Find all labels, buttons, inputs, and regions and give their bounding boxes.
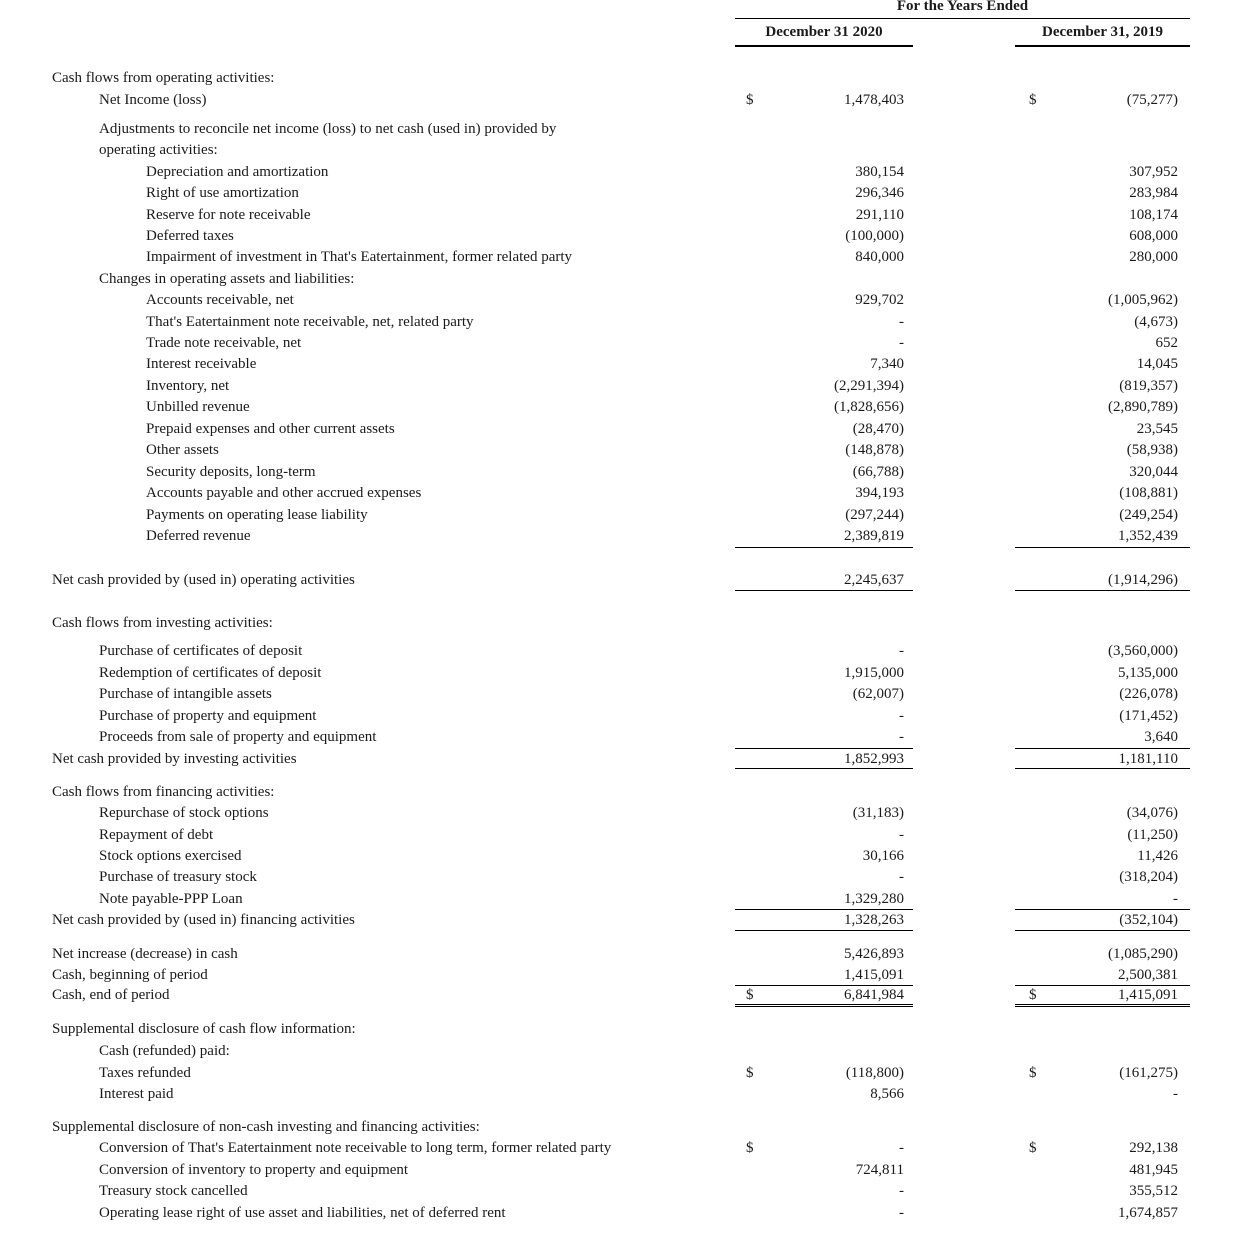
row-label: Cash flows from investing activities: [52, 615, 273, 631]
currency-symbol-2019: $ [1029, 1065, 1037, 1081]
value-2019: 307,952 [1129, 164, 1178, 180]
statement-row [0, 205, 1236, 225]
value-2019: 14,045 [1136, 356, 1178, 372]
value-2020: 8,566 [870, 1086, 904, 1102]
row-label: Conversion of inventory to property and equipment [99, 1162, 409, 1178]
statement-row [0, 1160, 1236, 1180]
currency-symbol-2019: $ [1029, 1140, 1037, 1156]
row-label: Prepaid expenses and other current assets [146, 421, 395, 437]
total-rule [1015, 930, 1190, 931]
row-label: Supplemental disclosure of cash flow information: [52, 1021, 356, 1037]
value-2019: 2,500,381 [1118, 967, 1178, 983]
value-2020: 929,702 [855, 292, 904, 308]
currency-symbol-2019: $ [1029, 92, 1037, 108]
value-2020: 6,841,984 [844, 987, 904, 1003]
currency-symbol-2019: $ [1029, 987, 1037, 1003]
currency-symbol-2020: $ [746, 92, 754, 108]
statement-row [0, 1084, 1236, 1104]
period-rule [735, 18, 1190, 19]
value-2020: - [899, 1183, 904, 1199]
row-label: Net increase (decrease) in cash [52, 946, 238, 962]
row-label: Deferred taxes [146, 228, 234, 244]
row-label: Cash flows from operating activities: [52, 70, 275, 86]
statement-row [0, 119, 1236, 139]
row-label: Taxes refunded [99, 1065, 191, 1081]
value-2020: - [899, 708, 904, 724]
row-label: Inventory, net [146, 378, 230, 394]
statement-row [0, 684, 1236, 704]
value-2020: - [899, 1205, 904, 1221]
value-2019: (1,005,962) [1108, 292, 1178, 308]
value-2020: - [899, 314, 904, 330]
value-2020: (66,788) [852, 464, 904, 480]
row-label: Net cash provided by (used in) operating activities [52, 572, 355, 588]
value-2020: 1,852,993 [844, 751, 904, 767]
row-label: Deferred revenue [146, 528, 251, 544]
column-heading-2019: December 31, 2019 [1042, 24, 1163, 40]
subtotal-rule [1015, 909, 1190, 910]
value-2019: (4,673) [1134, 314, 1178, 330]
total-rule [1015, 768, 1190, 769]
statement-row [0, 867, 1236, 887]
statement-row [0, 1117, 1236, 1137]
value-2019: 320,044 [1129, 464, 1178, 480]
statement-row [0, 889, 1236, 909]
statement-row [0, 782, 1236, 802]
value-2019: 1,674,857 [1118, 1205, 1178, 1221]
statement-row [0, 749, 1236, 769]
value-2019: 1,352,439 [1118, 528, 1178, 544]
column-rule-2019 [1015, 45, 1190, 47]
value-2020: - [899, 869, 904, 885]
statement-row [0, 397, 1236, 417]
grand-total-double-rule [1015, 1004, 1190, 1007]
row-label: That's Eatertainment note receivable, net, related party [146, 314, 474, 330]
statement-row [0, 910, 1236, 930]
statement-row [0, 727, 1236, 747]
value-2019: (249,254) [1119, 507, 1178, 523]
total-rule [735, 930, 913, 931]
value-2019: 608,000 [1129, 228, 1178, 244]
value-2020: (31,183) [852, 805, 904, 821]
value-2020: (100,000) [845, 228, 904, 244]
statement-row [0, 985, 1236, 1005]
row-label: Note payable-PPP Loan [99, 891, 243, 907]
statement-row [0, 663, 1236, 683]
statement-row [0, 1041, 1236, 1061]
value-2019: 355,512 [1129, 1183, 1178, 1199]
row-label: Repayment of debt [99, 827, 214, 843]
statement-row [0, 803, 1236, 823]
subtotal-rule [735, 909, 913, 910]
statement-row [0, 1138, 1236, 1158]
statement-row [0, 483, 1236, 503]
row-label: Purchase of certificates of deposit [99, 643, 303, 659]
value-2019: (2,890,789) [1108, 399, 1178, 415]
row-label: Right of use amortization [146, 185, 299, 201]
row-label: Cash, end of period [52, 987, 170, 1003]
row-label: Adjustments to reconcile net income (loss) to net cash (used in) provided by [99, 121, 557, 137]
statement-row [0, 641, 1236, 661]
value-2019: 5,135,000 [1118, 665, 1178, 681]
grand-total-double-rule [735, 1004, 913, 1007]
statement-row [0, 419, 1236, 439]
statement-row [0, 183, 1236, 203]
row-label: Unbilled revenue [146, 399, 250, 415]
statement-row [0, 1063, 1236, 1083]
statement-row [0, 312, 1236, 332]
value-2019: 23,545 [1136, 421, 1178, 437]
value-2019: 3,640 [1144, 729, 1178, 745]
row-label: Net cash provided by investing activities [52, 751, 297, 767]
value-2020: 724,811 [855, 1162, 904, 1178]
value-2020: 1,915,000 [844, 665, 904, 681]
value-2020: - [899, 1140, 904, 1156]
statement-row [0, 1181, 1236, 1201]
statement-row [0, 1019, 1236, 1039]
value-2020: (62,007) [852, 686, 904, 702]
statement-row [0, 570, 1236, 590]
value-2019: (161,275) [1119, 1065, 1178, 1081]
value-2020: - [899, 729, 904, 745]
statement-row [0, 440, 1236, 460]
row-label: Cash flows from financing activities: [52, 784, 275, 800]
value-2019: (819,357) [1119, 378, 1178, 394]
row-label: Proceeds from sale of property and equipment [99, 729, 377, 745]
value-2019: 652 [1155, 335, 1178, 351]
row-label: Other assets [146, 442, 219, 458]
value-2020: (148,878) [845, 442, 904, 458]
statement-row [0, 613, 1236, 633]
value-2019: (1,914,296) [1108, 572, 1178, 588]
statement-row [0, 825, 1236, 845]
row-label: Purchase of intangible assets [99, 686, 272, 702]
row-label: Cash (refunded) paid: [99, 1043, 230, 1059]
value-2020: 1,329,280 [844, 891, 904, 907]
total-rule [735, 768, 913, 769]
statement-row [0, 162, 1236, 182]
statement-row [0, 90, 1236, 110]
row-label: operating activities: [99, 142, 218, 158]
row-label: Depreciation and amortization [146, 164, 329, 180]
value-2019: (11,250) [1127, 827, 1178, 843]
statement-row [0, 376, 1236, 396]
value-2019: - [1173, 1086, 1178, 1102]
value-2019: 11,426 [1137, 848, 1178, 864]
statement-row [0, 462, 1236, 482]
value-2020: 2,389,819 [844, 528, 904, 544]
statement-row [0, 333, 1236, 353]
statement-row [0, 505, 1236, 525]
row-label: Stock options exercised [99, 848, 242, 864]
currency-symbol-2020: $ [746, 987, 754, 1003]
value-2020: 380,154 [855, 164, 904, 180]
statement-row [0, 706, 1236, 726]
row-label: Impairment of investment in That's Eatertainment, former related party [146, 249, 573, 265]
value-2020: 1,328,263 [844, 912, 904, 928]
value-2020: (297,244) [845, 507, 904, 523]
value-2019: 283,984 [1129, 185, 1178, 201]
total-rule [735, 590, 913, 591]
value-2020: 30,166 [862, 848, 904, 864]
value-2019: 292,138 [1129, 1140, 1178, 1156]
value-2019: (318,204) [1119, 869, 1178, 885]
value-2020: 5,426,893 [844, 946, 904, 962]
statement-row [0, 965, 1236, 985]
value-2020: - [899, 643, 904, 659]
value-2020: 291,110 [855, 207, 904, 223]
value-2020: - [899, 335, 904, 351]
period-heading: For the Years Ended [896, 0, 1029, 14]
statement-row [0, 140, 1236, 160]
statement-row [0, 68, 1236, 88]
statement-row [0, 247, 1236, 267]
value-2020: (118,800) [845, 1065, 904, 1081]
total-rule [1015, 590, 1190, 591]
value-2019: (3,560,000) [1108, 643, 1178, 659]
row-label: Treasury stock cancelled [99, 1183, 248, 1199]
value-2020: (1,828,656) [834, 399, 904, 415]
row-label: Conversion of That's Eatertainment note receivable to long term, former related party [99, 1140, 612, 1156]
row-label: Reserve for note receivable [146, 207, 311, 223]
value-2019: (108,881) [1119, 485, 1178, 501]
value-2020: (2,291,394) [834, 378, 904, 394]
value-2020: 1,478,403 [844, 92, 904, 108]
subtotal-rule [1015, 985, 1190, 986]
value-2020: (28,470) [852, 421, 904, 437]
row-label: Redemption of certificates of deposit [99, 665, 322, 681]
statement-row [0, 269, 1236, 289]
value-2019: (34,076) [1126, 805, 1178, 821]
value-2019: (75,277) [1126, 92, 1178, 108]
value-2020: 2,245,637 [844, 572, 904, 588]
value-2019: 108,174 [1129, 207, 1178, 223]
row-label: Cash, beginning of period [52, 967, 208, 983]
value-2019: (226,078) [1119, 686, 1178, 702]
currency-symbol-2020: $ [746, 1065, 754, 1081]
row-label: Net Income (loss) [99, 92, 207, 108]
subtotal-rule [735, 547, 913, 548]
subtotal-rule [1015, 748, 1190, 749]
value-2019: (171,452) [1119, 708, 1178, 724]
statement-row [0, 846, 1236, 866]
row-label: Operating lease right of use asset and liabilities, net of deferred rent [99, 1205, 506, 1221]
value-2020: 840,000 [855, 249, 904, 265]
row-label: Interest paid [99, 1086, 174, 1102]
statement-row [0, 1203, 1236, 1223]
value-2019: (58,938) [1126, 442, 1178, 458]
row-label: Repurchase of stock options [99, 805, 269, 821]
statement-row [0, 290, 1236, 310]
value-2019: 1,415,091 [1118, 987, 1178, 1003]
value-2020: 394,193 [855, 485, 904, 501]
row-label: Interest receivable [146, 356, 257, 372]
row-label: Trade note receivable, net [146, 335, 302, 351]
statement-row [0, 944, 1236, 964]
row-label: Purchase of property and equipment [99, 708, 317, 724]
subtotal-rule [735, 748, 913, 749]
value-2019: 280,000 [1129, 249, 1178, 265]
statement-row [0, 226, 1236, 246]
subtotal-rule [1015, 547, 1190, 548]
row-label: Net cash provided by (used in) financing activities [52, 912, 355, 928]
row-label: Security deposits, long-term [146, 464, 316, 480]
value-2019: - [1173, 891, 1178, 907]
value-2020: 1,415,091 [844, 967, 904, 983]
currency-symbol-2020: $ [746, 1140, 754, 1156]
row-label: Purchase of treasury stock [99, 869, 257, 885]
column-heading-2020: December 31 2020 [765, 24, 883, 40]
value-2020: 296,346 [855, 185, 904, 201]
value-2019: (352,104) [1119, 912, 1178, 928]
value-2019: (1,085,290) [1108, 946, 1178, 962]
row-label: Payments on operating lease liability [146, 507, 368, 523]
value-2019: 1,181,110 [1118, 751, 1178, 767]
column-rule-2020 [735, 45, 913, 47]
row-label: Accounts payable and other accrued expenses [146, 485, 422, 501]
row-label: Accounts receivable, net [146, 292, 294, 308]
value-2020: 7,340 [870, 356, 904, 372]
statement-row [0, 526, 1236, 546]
statement-row [0, 354, 1236, 374]
subtotal-rule [735, 985, 913, 986]
value-2019: 481,945 [1129, 1162, 1178, 1178]
row-label: Changes in operating assets and liabilities: [99, 271, 355, 287]
row-label: Supplemental disclosure of non-cash investing and financing activities: [52, 1119, 480, 1135]
value-2020: - [899, 827, 904, 843]
